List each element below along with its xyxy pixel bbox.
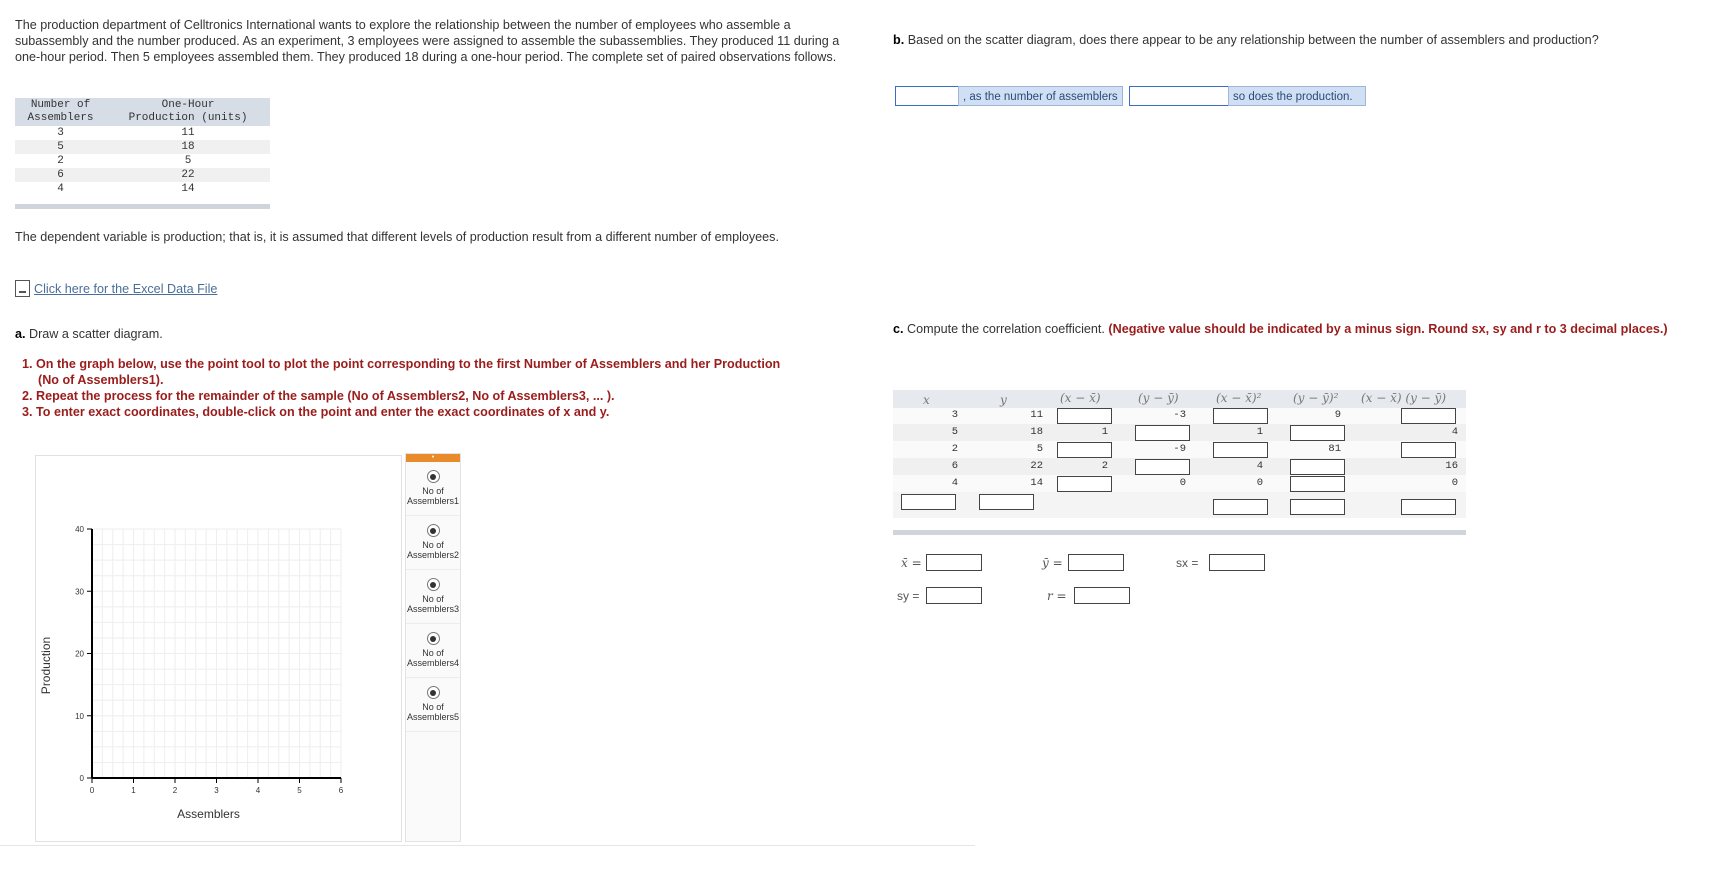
header-y: y (1000, 393, 1007, 407)
col-header-production: One-Hour Production (units) (106, 98, 270, 126)
part-c-prompt: c. Compute the correlation coefficient. (Negative value should be indicated by a minus sign. Round sx, sy and r to 3 decimal places.) (893, 322, 1668, 336)
sy-input[interactable] (926, 587, 982, 604)
cell-x: 5 (951, 426, 958, 438)
cell-x: 2 (951, 443, 958, 455)
col-header-assemblers: Number of Assemblers (15, 98, 106, 126)
x-tick-label: 4 (255, 786, 261, 795)
cell-dy2: 9 (1334, 409, 1341, 421)
cell-dy: -3 (1173, 409, 1186, 421)
excel-data-link[interactable] (15, 280, 217, 297)
y-tick-label: 20 (75, 649, 84, 659)
tool-assemblers-2[interactable]: No of Assemblers2 (406, 516, 460, 570)
xbar-input[interactable] (926, 554, 982, 571)
sum-dx2-input[interactable] (1213, 499, 1268, 515)
part-a-prompt: a. Draw a scatter diagram. (15, 327, 163, 341)
relationship-dropdown-1[interactable] (895, 86, 959, 106)
dx-input-5[interactable] (1057, 476, 1112, 492)
divider (0, 845, 975, 846)
scatter-graph[interactable] (35, 455, 402, 842)
rounding-instruction: (Negative value should be indicated by a minus sign. Round sx, sy and r to 3 decimal places.) (1108, 322, 1668, 336)
cell-dx: 1 (1101, 426, 1108, 438)
part-a-steps (22, 356, 862, 420)
ybar-input[interactable] (1068, 554, 1124, 571)
sum-product-input[interactable] (1401, 499, 1456, 515)
cell-dx: 2 (1101, 460, 1108, 472)
header-dx2: (x − x̄)² (1216, 391, 1262, 405)
computation-table (893, 390, 1466, 524)
cell-x: 3 (951, 409, 958, 421)
x-axis-label: Assemblers (177, 807, 240, 821)
dependent-variable-note: The dependent variable is production; that is, it is assumed that different levels of production result from a different number of employees. (15, 230, 779, 244)
sum-x-input[interactable] (901, 494, 956, 510)
problem-intro: The production department of Celltronics International wants to explore the relationship between the number of employees who assemble a subassembly and the number produced. As an experiment, 3 employees were assigned to assemble the subassemblies. They produced 11 during a one-hour period. Then 5 employees assembled them. They produced 18 during a one-hour period. The complete set of paired observations follows. (15, 18, 840, 64)
xbar-label: x̄ = (901, 556, 922, 570)
cell-dy: -9 (1173, 443, 1186, 455)
point-tool-icon (427, 470, 440, 483)
relationship-dropdown-2[interactable] (1129, 86, 1229, 106)
product-input-1[interactable] (1401, 408, 1456, 424)
dx-input-1[interactable] (1057, 408, 1112, 424)
product-input-3[interactable] (1401, 442, 1456, 458)
part-b-answer-row (895, 86, 1375, 106)
dy2-input-4[interactable] (1290, 459, 1345, 475)
cell-product: 16 (1445, 460, 1458, 472)
ybar-label: ȳ = (1042, 556, 1063, 570)
dx-input-3[interactable] (1057, 442, 1112, 458)
cell-dx2: 0 (1256, 477, 1263, 489)
header-dy: (y − ȳ) (1138, 391, 1179, 405)
excel-file-icon (15, 280, 30, 297)
cell-dy2: 81 (1328, 443, 1341, 455)
x-tick-label: 0 (89, 786, 95, 795)
cell-product: 4 (1451, 426, 1458, 438)
step-3: 3. To enter exact coordinates, double-click on the point and enter the exact coordinates of x and y. (22, 405, 610, 419)
scatter-plot-svg[interactable] (36, 456, 401, 841)
fill-text-1: , as the number of assemblers (958, 86, 1123, 106)
step-2: 2. Repeat the process for the remainder of the sample (No of Assemblers2, No of Assemblers3, ... ). (22, 389, 615, 403)
cell-y: 5 (1036, 443, 1043, 455)
y-tick-label: 0 (79, 774, 84, 783)
table-row: 5 18 (15, 140, 270, 154)
tool-assemblers-4[interactable]: No of Assemblers4 (406, 624, 460, 678)
y-axis-label: Production (39, 636, 53, 695)
point-tool-icon (427, 686, 440, 699)
point-tool-icon (427, 524, 440, 537)
dx2-input-1[interactable] (1213, 408, 1268, 424)
cell-x: 4 (951, 477, 958, 489)
point-tool-icon (427, 632, 440, 645)
tool-assemblers-1[interactable]: No of Assemblers1 (406, 462, 460, 516)
tool-assemblers-3[interactable]: No of Assemblers3 (406, 570, 460, 624)
tool-assemblers-5[interactable]: No of Assemblers5 (406, 678, 460, 732)
table-row: 2 5 (57, 155, 192, 167)
cell-dx2: 1 (1256, 426, 1263, 438)
dx2-input-3[interactable] (1213, 442, 1268, 458)
sum-y-input[interactable] (979, 494, 1034, 510)
dy2-input-2[interactable] (1290, 425, 1345, 441)
cell-y: 14 (1030, 477, 1043, 489)
cell-y: 11 (1030, 409, 1043, 421)
fill-text-2: so does the production. (1228, 86, 1366, 106)
cell-y: 18 (1030, 426, 1043, 438)
tool-panel-header: • (406, 454, 460, 462)
sx-input[interactable] (1209, 554, 1265, 571)
dy2-input-5[interactable] (1290, 476, 1345, 492)
y-tick-label: 10 (75, 711, 84, 721)
r-input[interactable] (1074, 587, 1130, 604)
cell-y: 22 (1030, 460, 1043, 472)
step-1: 1. On the graph below, use the point tool to plot the point corresponding to the first Number of Assemblers and her Production (22, 357, 781, 371)
table-row: 3 11 (57, 127, 195, 139)
cell-dx2: 4 (1256, 460, 1263, 472)
header-x: x (923, 393, 930, 407)
excel-link-text[interactable]: Click here for the Excel Data File (34, 281, 218, 296)
x-tick-label: 2 (172, 786, 178, 795)
header-dx: (x − x̄) (1060, 391, 1101, 405)
table-row: 4 14 (57, 183, 195, 195)
part-b-prompt: b. Based on the scatter diagram, does there appear to be any relationship between the number of assemblers and production? (893, 33, 1599, 47)
y-tick-label: 30 (75, 587, 84, 597)
cell-dy: 0 (1179, 477, 1186, 489)
x-tick-label: 3 (214, 786, 219, 795)
x-tick-label: 5 (297, 786, 302, 795)
point-tool-icon (427, 578, 440, 591)
dy-input-4[interactable] (1135, 459, 1190, 475)
sx-label: sx = (1176, 556, 1199, 570)
header-dy2: (y − ȳ)² (1293, 391, 1339, 405)
y-tick-label: 40 (75, 525, 84, 534)
table-row: 6 22 (15, 168, 270, 182)
point-tool-panel (405, 453, 461, 842)
cell-x: 6 (951, 460, 958, 472)
x-tick-label: 1 (131, 786, 136, 795)
x-tick-label: 6 (338, 786, 344, 795)
data-table (15, 98, 270, 209)
cell-product: 0 (1451, 477, 1458, 489)
header-product: (x − x̄) (y − ȳ) (1361, 391, 1447, 405)
r-label: r = (1047, 589, 1067, 603)
step-1-cont: (No of Assemblers1). (38, 373, 164, 387)
sy-label: sy = (897, 589, 920, 603)
dy-input-2[interactable] (1135, 425, 1190, 441)
sum-dy2-input[interactable] (1290, 499, 1345, 515)
